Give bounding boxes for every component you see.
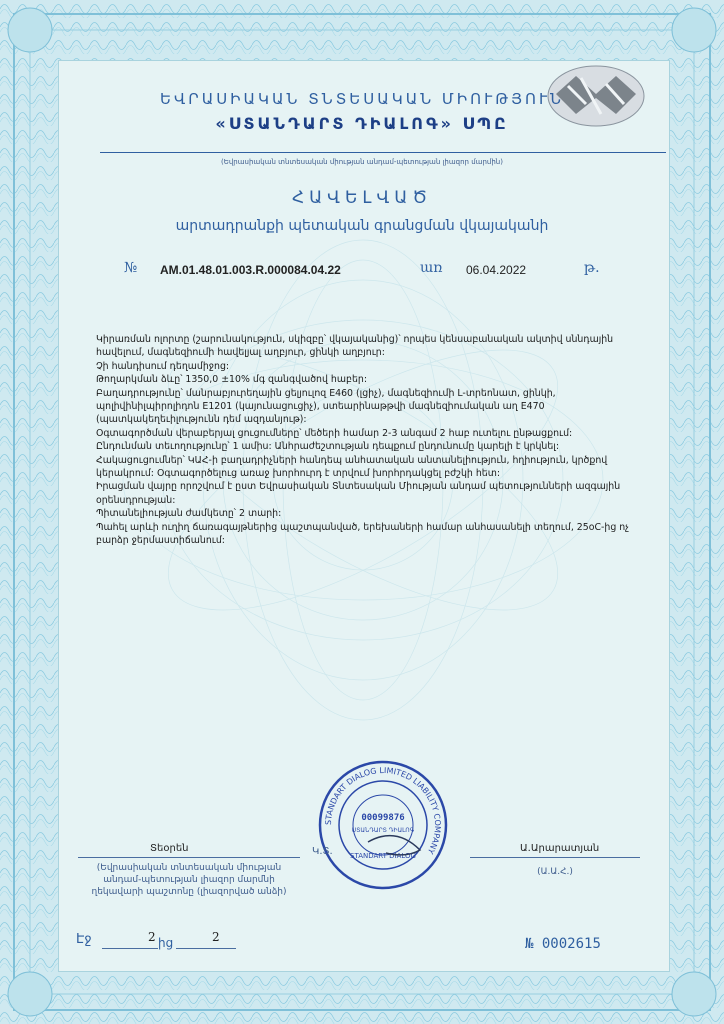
page-total: 2 [212, 930, 220, 944]
body-line: օրենսդրության: [96, 494, 176, 506]
seal-bottom-text: STANDART DIALOG [350, 852, 416, 860]
page-current: 2 [148, 930, 156, 944]
official-seal [316, 758, 450, 892]
seal-ring-text: STANDART DIALOG LIMITED LIABILITY COMPANY [323, 765, 443, 856]
organization-note: (Եվրասիական տնտեսական միության անդամ-պետության լիազոր մարմին) [221, 158, 503, 166]
body-line: Չի հանդիսում դեղամիջոց: [96, 360, 230, 372]
page-current-line [102, 948, 158, 949]
body-line: Պիտանելիության ժամկետը՝ 2 տարի: [96, 508, 282, 520]
body-line: Հակացուցումներ՝ ԿԱՀ-ի բաղադրիչների հանդեպ անհատական անտանելիություն, հղիություն, կրծքով [96, 454, 608, 466]
body-line: բարձր ջերմաստիճանում: [96, 535, 225, 547]
body-line: Բաղադրությունը՝ մանրաբյուրեղային ցելյուլոզ E460 (լցիչ), մագնեզիումի L-տրեոնատ, ցինկի, [96, 387, 556, 399]
organization-union-heading: ԵՎՐԱՍԻԱԿԱՆ ՏՆՏԵՍԱԿԱՆ ՄԻՈՒԹՅՈՒՆ [160, 90, 564, 108]
seal-number: 00099876 [361, 813, 405, 823]
signature-line-left [78, 857, 300, 858]
signature-line-right [470, 857, 640, 858]
body-line: Կիրառման ոլորտը (շարունակություն, սկիզբը՝ վկայականից)՝ որպես կենսաբանական ակտիվ սննդային [96, 334, 614, 345]
serial-value: 0002615 [541, 936, 601, 952]
signatory-position: Տեօրեն [150, 843, 189, 854]
organization-name-heading: «ՍՏԱՆԴԱՐՏ ԴԻԱԼՈԳ» ՍՊԸ [215, 114, 509, 133]
body-line: պոլիվինիլպիրոլիդոն E1201 (կայունացուցիչ), ստեարինաթթվի մագնեզիումական աղ E470 [96, 401, 545, 413]
body-line: Պահել արևի ուղիղ ճառագայթներից պաշտպանված, երեխաների համար անհասանելի տեղում, 25oC-ից ոչ [96, 521, 629, 533]
signatory-name-caption: (Ա.Ա.Հ.) [537, 867, 573, 877]
seal-place-mark: Կ.Տ. [312, 846, 333, 857]
certificate-year-suffix: թ. [584, 260, 600, 276]
serial-sign: № [525, 936, 534, 952]
signatory-name: Ա.Արարատյան [520, 843, 600, 854]
certificate-number: AM.01.48.01.003.R.000084.04.22 [160, 263, 341, 277]
certificate-from-label: առ [420, 260, 443, 276]
caption-line: ղեկավարի պաշտոնը (լիազորված անձի) [91, 887, 287, 897]
certificate-number-sign: № [124, 260, 138, 276]
caption-line: անդամ-պետության լիազոր մարմնի [103, 875, 275, 885]
serial-number [525, 936, 601, 952]
body-line: հավելում, մագնեզիումի հավելյալ աղբյուր, ցինկի աղբյուր: [96, 347, 385, 359]
caption-line: (Եվրասիական տնտեսական միության [96, 863, 282, 873]
document-subtitle: արտադրանքի պետական գրանցման վկայականի [175, 218, 549, 234]
signatory-caption [78, 862, 300, 898]
seal-center-text: ՍՏԱՆԴԱՐՏ ԴԻԱԼՈԳ [351, 827, 415, 834]
page-total-line [176, 948, 236, 949]
body-line: (պատկակեղեւիլությունն դեմ ազդանյութ): [96, 414, 307, 426]
document-title: ՀԱՎԵԼՎԱԾ [291, 188, 433, 208]
page-of-label: ից [158, 936, 174, 950]
page-label: Էջ [76, 932, 92, 947]
body-line: Թողարկման ձևը՝ 1350,0 ±10% մգ զանգվածով հաբեր: [96, 374, 367, 386]
appendix-body-text [96, 333, 636, 548]
body-line: կերակրում: Օգտագործելուց առաջ խորհուրդ է տրվում խորհրդակցել բժշկի հետ: [96, 468, 501, 480]
body-line: Իրացման վայրը որոշվում է ըստ Եվրասիական Տնտեսական Միության անդամ պետությունների ազգային [96, 481, 621, 493]
certificate-date: 06.04.2022 [466, 263, 527, 277]
body-line: Ընդունման տեւողությունը՝ 1 ամիս: Անհրաժեշտության դեպքում ընդունումը կարելի է կրկնել: [96, 441, 559, 453]
header-divider [100, 152, 666, 153]
body-line: Օգտագործման վերաբերյալ ցուցումները՝ մեծերի համար 2-3 անգամ 2 հաբ ուտելու ընթացքում: [96, 427, 573, 439]
